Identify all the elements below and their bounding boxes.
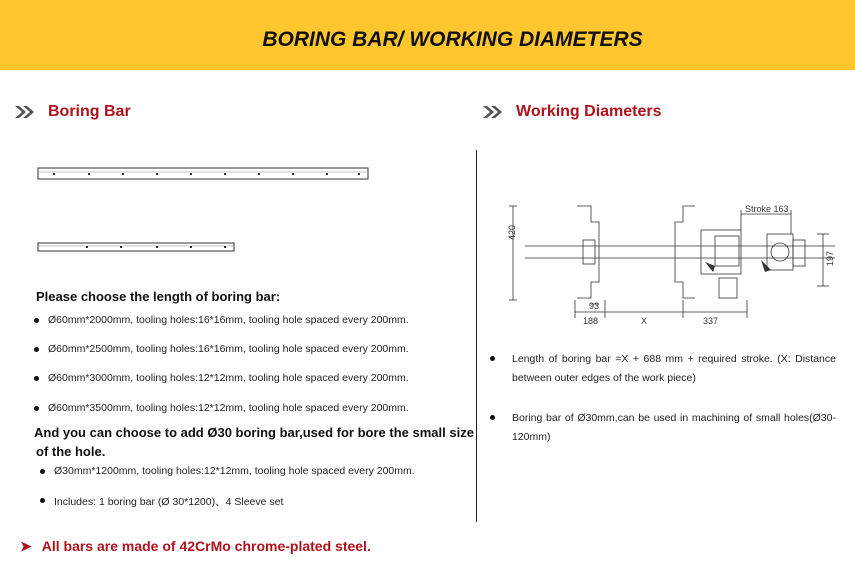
list-item: Ø60mm*2000mm, tooling holes:16*16mm, tooling hole spaced every 200mm. [48,314,409,326]
bullet-icon [34,406,39,411]
bullet-icon [40,498,45,503]
page-title: BORING BAR/ WORKING DIAMETERS [262,28,643,51]
bullet-icon [34,318,39,323]
title-banner [0,0,855,70]
boring-bar-long-drawing [36,164,372,184]
dim-stroke: Stroke 163 [745,204,789,214]
bullet-icon [34,347,39,352]
working-diameters-heading-text: Working Diameters [516,103,662,120]
dim-197: 197 [825,250,835,266]
list-item: Ø60mm*2500mm, tooling holes:16*16mm, tooling hole spaced every 200mm. [48,343,409,355]
list-item: Includes: 1 boring bar (Ø 30*1200)、4 Sleeve set [54,494,283,509]
arrow-right-icon: ➤ [20,538,32,554]
working-diameter-diagram [505,200,845,330]
dim-420: 420 [507,224,517,240]
working-diameters-heading [482,103,742,123]
choose-length-label: Please choose the length of boring bar: [36,289,281,304]
dim-x: X [641,316,648,326]
list-item: Ø60mm*3500mm, tooling holes:12*12mm, tooling hole spaced every 200mm. [48,402,409,414]
material-note: ➤ All bars are made of 42CrMo chrome-plated steel. [20,538,371,554]
bullet-icon [34,376,39,381]
boring-bar-short-drawing [36,240,238,256]
boring-bar-heading [14,103,214,123]
add-boring-bar-note: And you can choose to add Ø30 boring bar,used for bore the small size of the hole. [34,425,474,459]
bullet-icon [40,469,45,474]
dim-188: 188 [583,316,599,326]
list-item: Ø60mm*3000mm, tooling holes:12*12mm, tooling hole spaced every 200mm. [48,372,409,384]
bullet-icon [490,415,495,420]
double-chevron-icon [14,105,36,119]
bullet-icon [490,356,495,361]
boring-bar-heading-text: Boring Bar [48,103,131,120]
dim-93: 93 [589,301,600,311]
column-divider [476,150,477,522]
list-item: Boring bar of Ø30mm,can be used in machining of small holes(Ø30-120mm) [512,409,836,447]
dim-337: 337 [703,316,719,326]
double-chevron-icon [482,105,504,119]
list-item: Ø30mm*1200mm, tooling holes:12*12mm, tooling hole spaced every 200mm. [54,465,415,477]
list-item: Length of boring bar =X + 688 mm + required stroke. (X: Distance between outer edges of the work piece) [512,350,836,388]
